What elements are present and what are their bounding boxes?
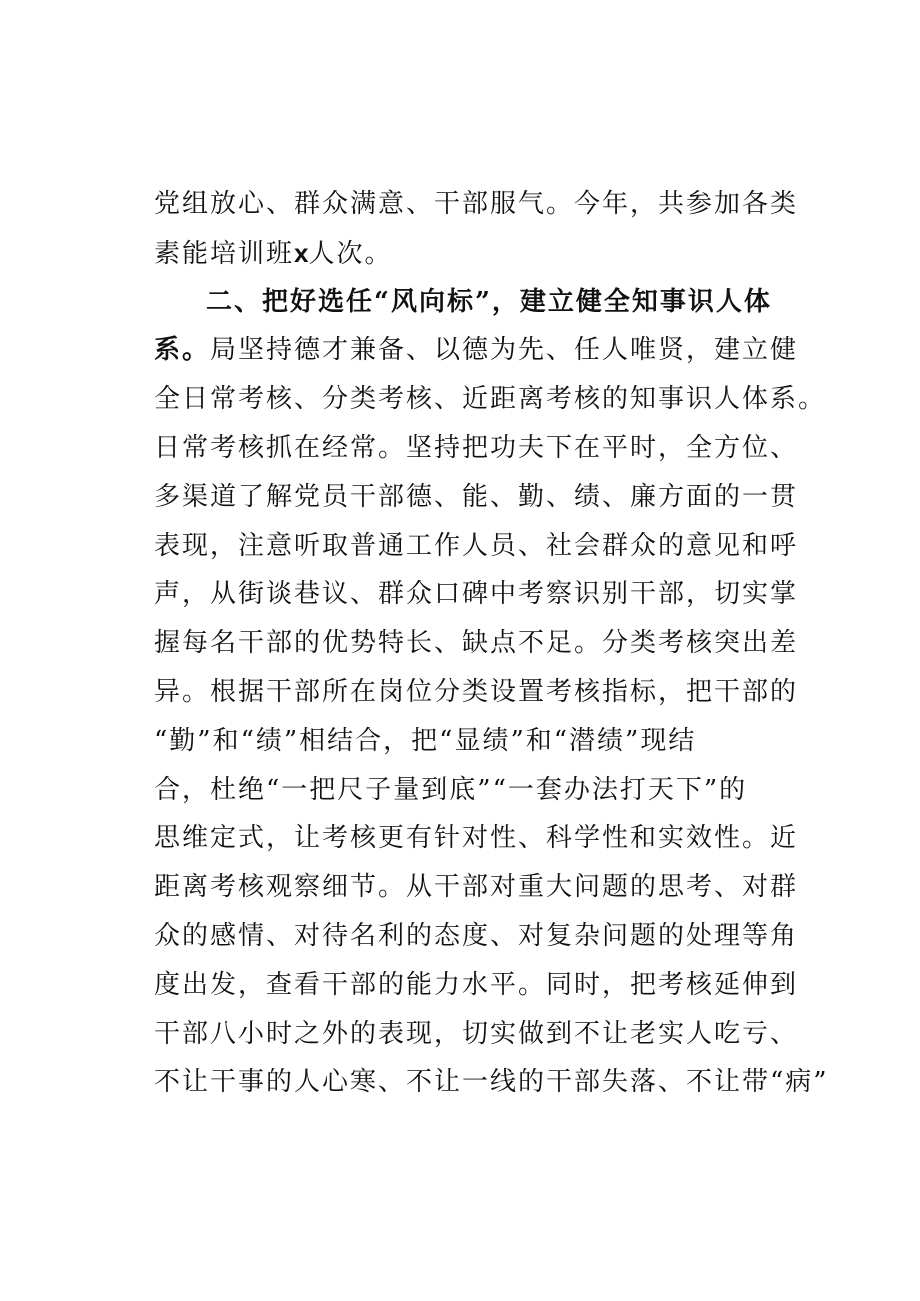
text-line	[154, 916, 799, 956]
text-line	[154, 623, 799, 663]
text-line	[154, 721, 774, 761]
text-segment: 度出发，查看干部的能力水平。同时，把考核延伸到	[154, 969, 799, 1000]
text-segment: 异。根据干部所在岗位分类设置考核指标，把干部的	[154, 677, 799, 707]
text-line	[154, 867, 799, 907]
text-line	[154, 672, 799, 712]
text-segment: 党组放心、群众满意、干部服气。今年，共参加各类	[154, 189, 799, 219]
text-line	[206, 282, 826, 322]
text-segment: 局坚持德才兼备、以德为先、任人唯贤，建立健	[210, 335, 799, 366]
text-segment: “勤”和“绩”相结合，把“显绩”和“潜绩”现结	[154, 725, 697, 756]
text-line	[154, 184, 799, 224]
text-segment: 干部八小时之外的表现，切实做到不让老实人吃亏、	[154, 1018, 799, 1049]
text-segment: 多渠道了解党员干部德、能、勤、绩、廉方面的一贯	[154, 481, 799, 512]
text-segment: 距离考核观察细节。从干部对重大问题的思考、对群	[154, 872, 799, 903]
text-line	[154, 574, 799, 614]
text-segment: 众的感情、对待名利的态度、对复杂问题的处理等角	[154, 921, 799, 951]
text-line	[154, 965, 799, 1005]
text-segment: 人次。	[308, 238, 393, 269]
text-segment: 声，从街谈巷议、群众口碑中考察识别干部，切实掌	[154, 579, 799, 610]
text-segment: 日常考核抓在经常。坚持把功夫下在平时，全方位、	[154, 433, 799, 463]
text-line	[154, 428, 799, 468]
text-line	[154, 770, 774, 810]
text-segment: 素能培训班	[154, 238, 295, 269]
text-segment: 握每名干部的优势特长、缺点不足。分类考核突出差	[154, 628, 799, 659]
text-line	[154, 477, 799, 517]
text-line	[154, 233, 774, 273]
text-segment: 合，杜绝“一把尺子量到底”“一套办法打天下”的	[154, 774, 748, 805]
text-segment: 不让干事的人心寒、不让一线的干部失落、不让带“病”	[154, 1067, 829, 1098]
text-line	[154, 818, 799, 858]
heading-text: 二、把好选任“风向标”，建立健全知事识人体	[206, 286, 772, 317]
text-line	[154, 1014, 799, 1054]
heading-text: 系。	[154, 335, 211, 366]
text-line	[154, 379, 827, 419]
text-segment: 思维定式，让考核更有针对性、科学性和实效性。近	[154, 823, 799, 854]
text-line	[154, 1062, 829, 1102]
text-line	[154, 526, 799, 566]
text-segment: 表现，注意听取普通工作人员、社会群众的意见和呼	[154, 530, 799, 561]
text-line	[154, 330, 799, 370]
text-segment: x	[294, 237, 309, 268]
text-segment: 全日常考核、分类考核、近距离考核的知事识人体系。	[154, 384, 827, 415]
